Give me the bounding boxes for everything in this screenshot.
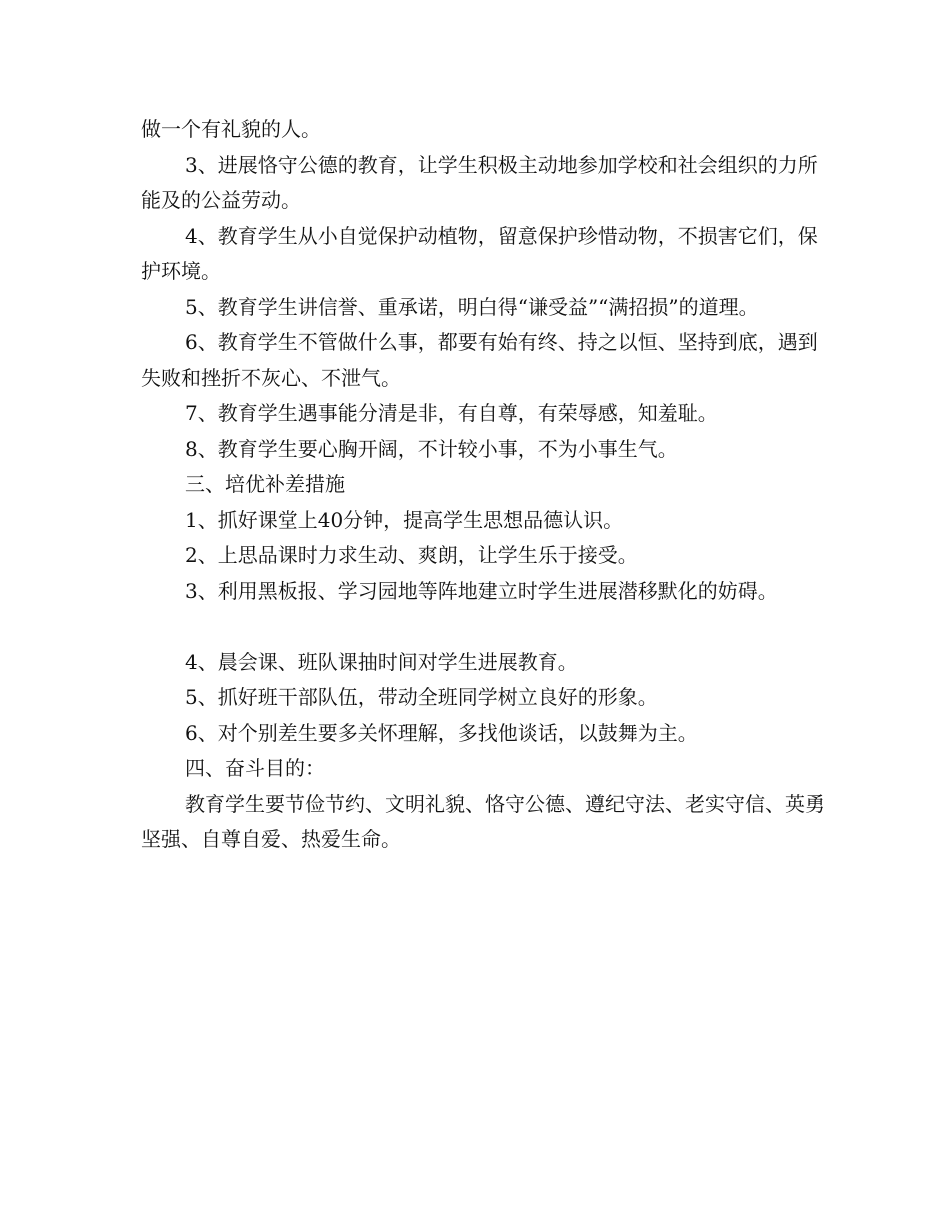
document-body <box>141 112 831 858</box>
paragraph-measure-3: 3、利用黑板报、学习园地等阵地建立时学生进展潜移默化的妨碍。 <box>185 578 778 603</box>
paragraph-item-7: 7、教育学生遇事能分清是非，有自尊，有荣辱感，知羞耻。 <box>185 401 718 425</box>
paragraph-measure-2: 2、上思品课时力求生动、爽朗，让学生乐于接受。 <box>185 543 638 567</box>
paragraph-goals: 教育学生要节俭节约、文明礼貌、恪守公德、遵纪守法、老实守信、英勇坚强、自尊自爱、热爱生命。 <box>141 791 825 851</box>
paragraph-measure-5: 5、抓好班干部队伍，带动全班同学树立良好的形象。 <box>185 685 658 709</box>
paragraph-measure-4: 4、晨会课、班队课抽时间对学生进展教育。 <box>185 649 578 674</box>
section-heading-goals: 四、奋斗目的： <box>185 756 325 780</box>
paragraph-item-5: 5、教育学生讲信誉、重承诺，明白得“谦受益”“满招损”的道理。 <box>185 294 759 319</box>
blank-line <box>141 609 831 645</box>
paragraph-item-6: 6、教育学生不管做什么事，都要有始有终、持之以恒、坚持到底，遇到失败和挫折不灰心、不泄气。 <box>141 330 818 390</box>
section-heading-measures: 三、培优补差措施 <box>185 472 345 496</box>
paragraph-item-4: 4、教育学生从小自觉保护动植物，留意保护珍惜动物，不损害它们，保护环境。 <box>141 223 818 283</box>
paragraph-item-8: 8、教育学生要心胸开阔，不计较小事，不为小事生气。 <box>185 436 678 461</box>
paragraph-item-3: 3、进展恪守公德的教育，让学生积极主动地参加学校和社会组织的力所能及的公益劳动。 <box>141 152 818 212</box>
paragraph-intro-end: 做一个有礼貌的人。 <box>141 117 321 141</box>
paragraph-measure-6: 6、对个别差生要多关怀理解，多找他谈话，以鼓舞为主。 <box>185 720 698 745</box>
paragraph-measure-1: 1、抓好课堂上40分钟，提高学生思想品德认识。 <box>185 507 624 532</box>
